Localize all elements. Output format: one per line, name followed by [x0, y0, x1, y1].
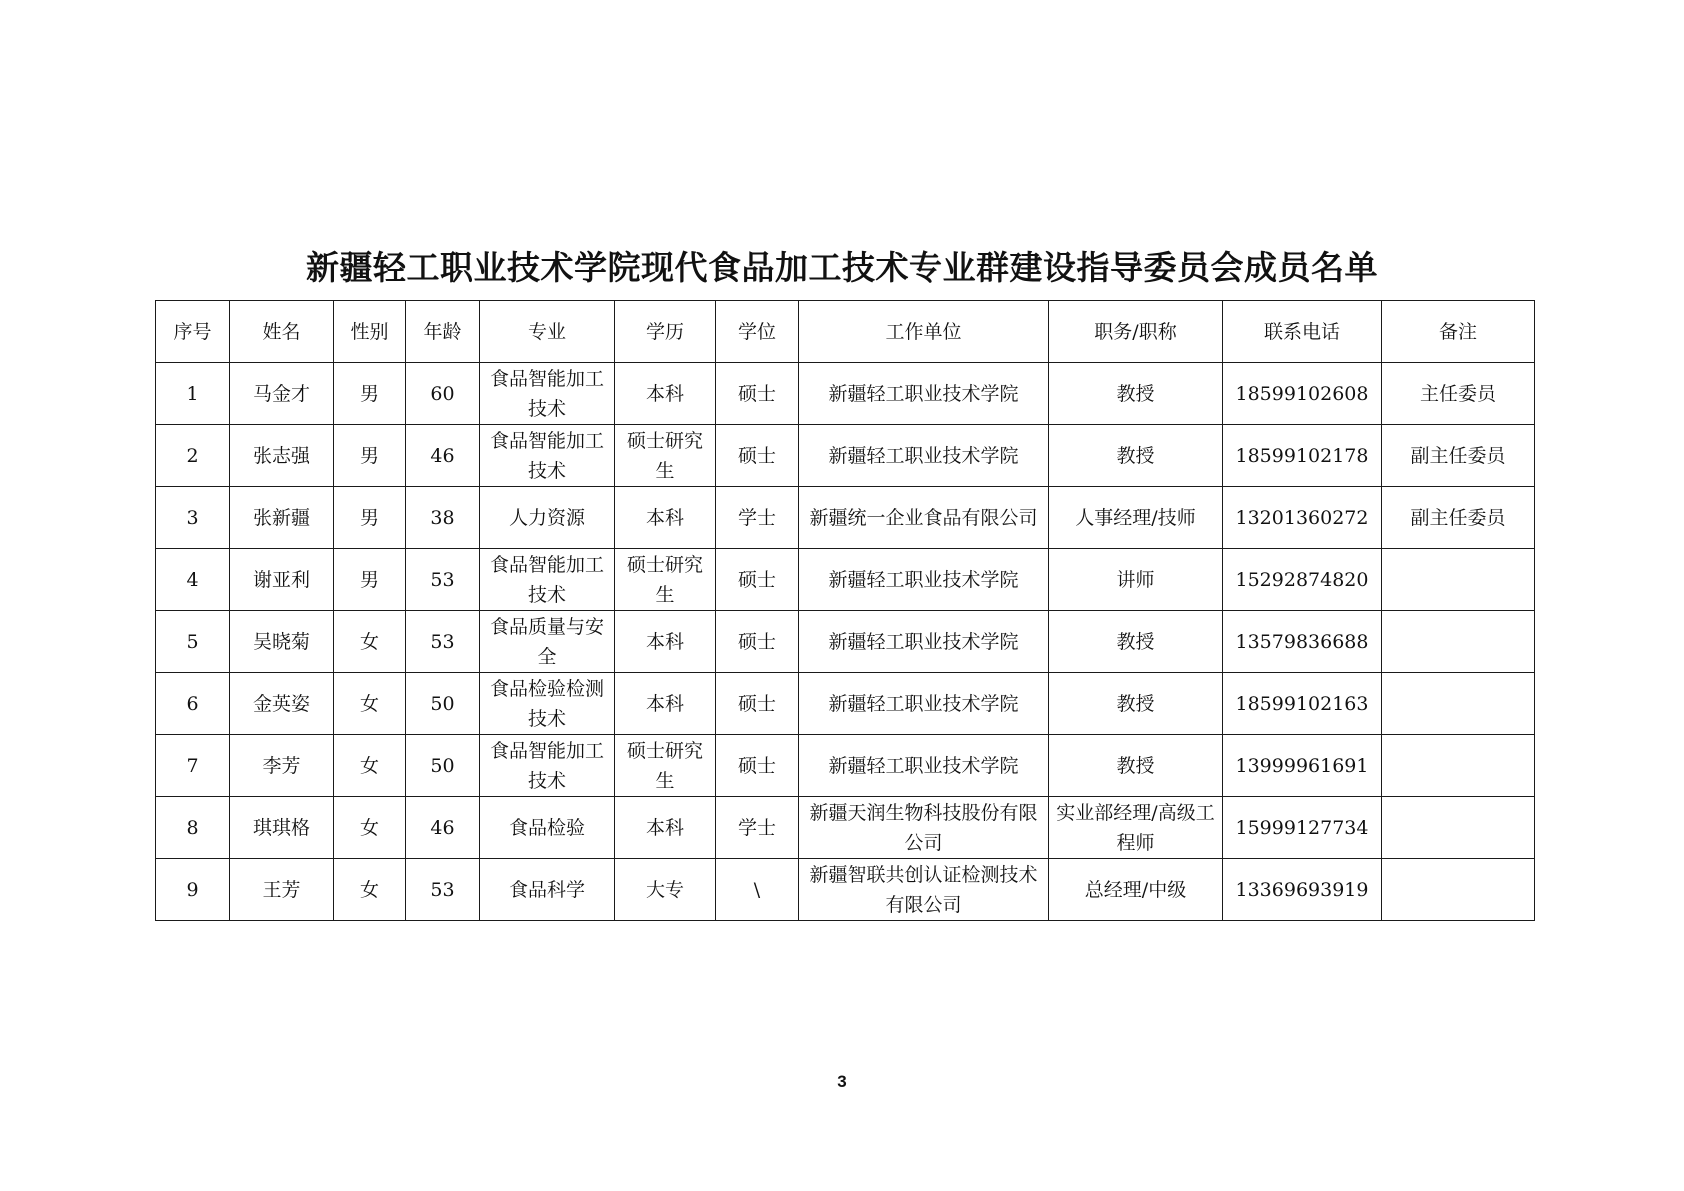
cell-name: 吴晓菊: [230, 611, 334, 673]
cell-education: 大专: [615, 859, 716, 921]
cell-gender: 女: [334, 859, 406, 921]
header-education: 学历: [615, 301, 716, 363]
cell-index: 1: [156, 363, 230, 425]
cell-name: 琪琪格: [230, 797, 334, 859]
cell-degree: 硕士: [716, 549, 799, 611]
cell-remarks: 主任委员: [1382, 363, 1535, 425]
cell-age: 50: [406, 673, 480, 735]
cell-degree: 学士: [716, 797, 799, 859]
table-row: [156, 611, 1535, 673]
member-table: [155, 300, 1535, 921]
cell-name: 金英姿: [230, 673, 334, 735]
cell-name: 李芳: [230, 735, 334, 797]
cell-degree: 硕士: [716, 735, 799, 797]
cell-education: 本科: [615, 487, 716, 549]
cell-age: 46: [406, 797, 480, 859]
cell-major: 食品智能加工技术: [480, 425, 615, 487]
cell-age: 38: [406, 487, 480, 549]
cell-degree: 硕士: [716, 363, 799, 425]
cell-gender: 女: [334, 611, 406, 673]
page-number: 3: [837, 1072, 847, 1091]
table-row: [156, 363, 1535, 425]
cell-age: 50: [406, 735, 480, 797]
cell-position-title: 教授: [1049, 425, 1223, 487]
cell-age: 53: [406, 859, 480, 921]
cell-employer: 新疆轻工职业技术学院: [799, 673, 1049, 735]
cell-remarks: 副主任委员: [1382, 425, 1535, 487]
cell-education: 本科: [615, 363, 716, 425]
header-name: 姓名: [230, 301, 334, 363]
cell-index: 5: [156, 611, 230, 673]
cell-name: 张新疆: [230, 487, 334, 549]
cell-major: 食品智能加工技术: [480, 363, 615, 425]
header-phone: 联系电话: [1223, 301, 1382, 363]
header-position-title: 职务/职称: [1049, 301, 1223, 363]
cell-position-title: 教授: [1049, 363, 1223, 425]
cell-position-title: 总经理/中级: [1049, 859, 1223, 921]
cell-major: 食品检验: [480, 797, 615, 859]
cell-gender: 女: [334, 673, 406, 735]
cell-education: 本科: [615, 673, 716, 735]
cell-gender: 男: [334, 549, 406, 611]
table-row: [156, 859, 1535, 921]
cell-phone: 13369693919: [1223, 859, 1382, 921]
cell-major: 食品智能加工技术: [480, 735, 615, 797]
cell-employer: 新疆轻工职业技术学院: [799, 735, 1049, 797]
cell-remarks: 副主任委员: [1382, 487, 1535, 549]
cell-name: 马金才: [230, 363, 334, 425]
cell-remarks: [1382, 549, 1535, 611]
cell-phone: 13201360272: [1223, 487, 1382, 549]
cell-phone: 13999961691: [1223, 735, 1382, 797]
cell-degree: 硕士: [716, 425, 799, 487]
cell-degree: 硕士: [716, 673, 799, 735]
cell-employer: 新疆智联共创认证检测技术有限公司: [799, 859, 1049, 921]
cell-name: 王芳: [230, 859, 334, 921]
cell-position-title: 讲师: [1049, 549, 1223, 611]
cell-remarks: [1382, 859, 1535, 921]
cell-degree: 硕士: [716, 611, 799, 673]
table-row: [156, 487, 1535, 549]
cell-age: 53: [406, 611, 480, 673]
cell-index: 6: [156, 673, 230, 735]
cell-gender: 男: [334, 363, 406, 425]
cell-gender: 女: [334, 797, 406, 859]
cell-degree: \: [716, 859, 799, 921]
cell-index: 4: [156, 549, 230, 611]
cell-degree: 学士: [716, 487, 799, 549]
table-header-row: [156, 301, 1535, 363]
cell-remarks: [1382, 797, 1535, 859]
cell-phone: 18599102608: [1223, 363, 1382, 425]
cell-remarks: [1382, 735, 1535, 797]
cell-index: 9: [156, 859, 230, 921]
cell-index: 3: [156, 487, 230, 549]
cell-index: 8: [156, 797, 230, 859]
cell-phone: 13579836688: [1223, 611, 1382, 673]
header-employer: 工作单位: [799, 301, 1049, 363]
cell-education: 硕士研究生: [615, 549, 716, 611]
cell-index: 2: [156, 425, 230, 487]
header-major: 专业: [480, 301, 615, 363]
cell-employer: 新疆轻工职业技术学院: [799, 611, 1049, 673]
table-row: [156, 735, 1535, 797]
cell-major: 食品检验检测技术: [480, 673, 615, 735]
cell-major: 食品质量与安全: [480, 611, 615, 673]
cell-education: 硕士研究生: [615, 735, 716, 797]
cell-employer: 新疆天润生物科技股份有限公司: [799, 797, 1049, 859]
cell-employer: 新疆统一企业食品有限公司: [799, 487, 1049, 549]
cell-employer: 新疆轻工职业技术学院: [799, 549, 1049, 611]
header-gender: 性别: [334, 301, 406, 363]
cell-age: 60: [406, 363, 480, 425]
cell-phone: 18599102163: [1223, 673, 1382, 735]
cell-gender: 男: [334, 425, 406, 487]
cell-education: 硕士研究生: [615, 425, 716, 487]
cell-employer: 新疆轻工职业技术学院: [799, 363, 1049, 425]
table-row: [156, 425, 1535, 487]
cell-gender: 女: [334, 735, 406, 797]
cell-name: 张志强: [230, 425, 334, 487]
header-age: 年龄: [406, 301, 480, 363]
cell-position-title: 教授: [1049, 611, 1223, 673]
header-remarks: 备注: [1382, 301, 1535, 363]
cell-position-title: 教授: [1049, 673, 1223, 735]
page-title: 新疆轻工职业技术学院现代食品加工技术专业群建设指导委员会成员名单: [306, 248, 1378, 287]
cell-education: 本科: [615, 611, 716, 673]
cell-index: 7: [156, 735, 230, 797]
cell-position-title: 教授: [1049, 735, 1223, 797]
header-index: 序号: [156, 301, 230, 363]
cell-major: 食品科学: [480, 859, 615, 921]
cell-age: 53: [406, 549, 480, 611]
cell-employer: 新疆轻工职业技术学院: [799, 425, 1049, 487]
cell-remarks: [1382, 673, 1535, 735]
cell-age: 46: [406, 425, 480, 487]
cell-major: 食品智能加工技术: [480, 549, 615, 611]
table-row: [156, 673, 1535, 735]
cell-name: 谢亚利: [230, 549, 334, 611]
table-row: [156, 549, 1535, 611]
cell-phone: 15999127734: [1223, 797, 1382, 859]
cell-remarks: [1382, 611, 1535, 673]
header-degree: 学位: [716, 301, 799, 363]
cell-phone: 18599102178: [1223, 425, 1382, 487]
table-row: [156, 797, 1535, 859]
cell-position-title: 人事经理/技师: [1049, 487, 1223, 549]
cell-education: 本科: [615, 797, 716, 859]
cell-position-title: 实业部经理/高级工程师: [1049, 797, 1223, 859]
cell-gender: 男: [334, 487, 406, 549]
cell-phone: 15292874820: [1223, 549, 1382, 611]
cell-major: 人力资源: [480, 487, 615, 549]
